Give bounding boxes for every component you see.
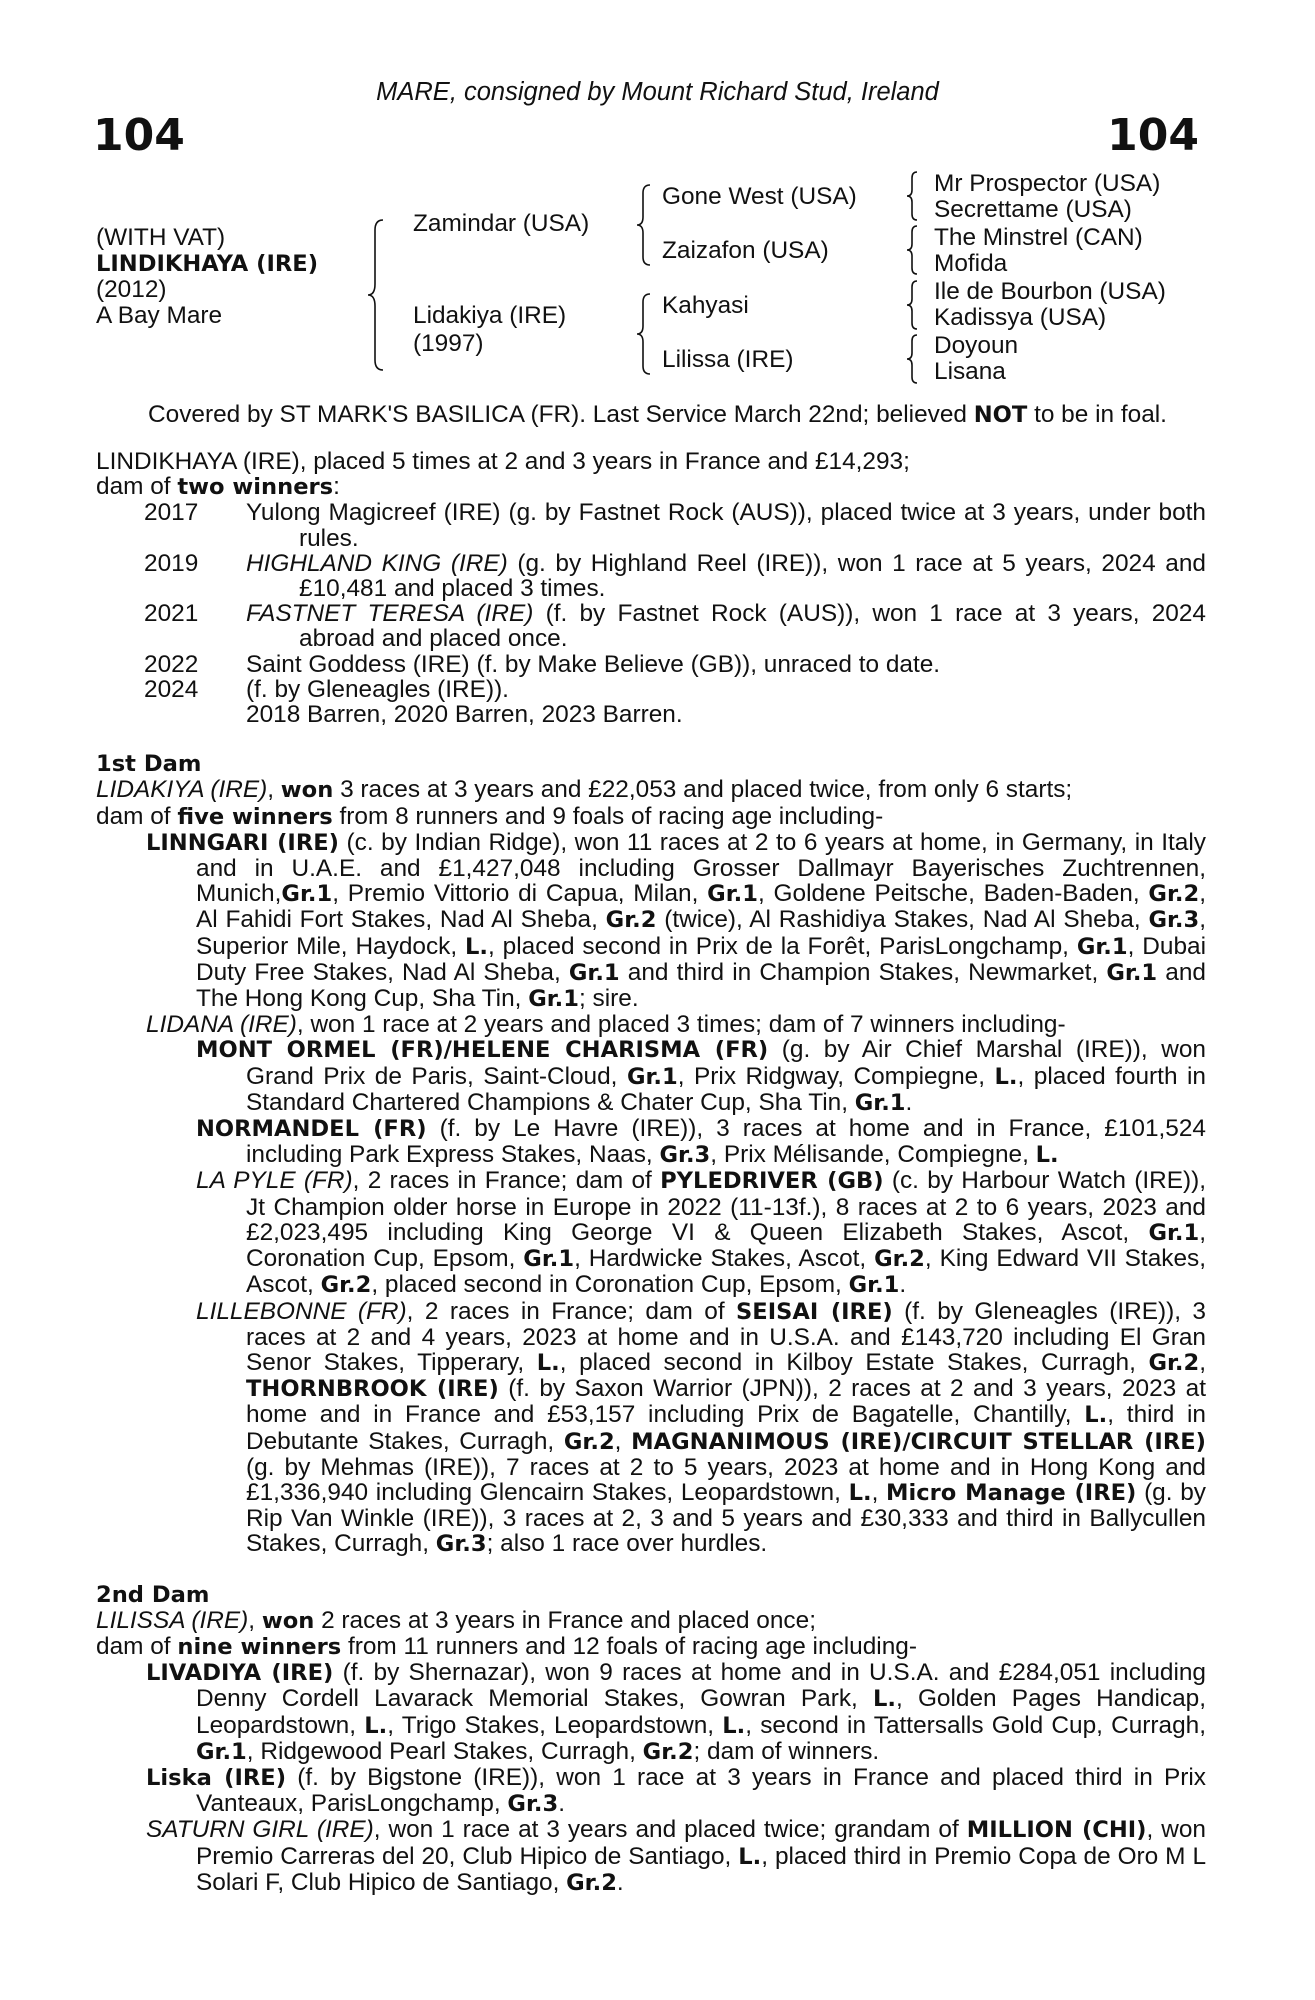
first-dam-winners: five winners [177,803,333,830]
entry-text: , Prix Ridgway, Compiegne, [677,1062,986,1090]
grade-badge: Gr.1 [1148,1219,1200,1246]
entry-text: , won 1 race at 2 years and placed 3 times; dam of 7 winners including- [296,1011,1066,1039]
record-winners: two winners [177,474,334,501]
entry-text: , [871,1478,879,1506]
lot-number-left: 104 [93,110,185,161]
entry-normandel [96,1116,1206,1168]
horse-lidana: LIDANA (IRE) [146,1011,297,1039]
horse-pyledriver: PYLEDRIVER (GB) [660,1168,884,1195]
first-dam-runners: from 8 runners and 9 foals of racing age including- [339,802,884,830]
entry-text: , Golden Pages Handicap, Leopardstown, [196,1685,1206,1739]
horse-description: A Bay Mare [96,302,223,329]
horse-name: LINDIKHAYA (IRE) [96,251,319,277]
grade-badge: Gr.1 [626,1063,678,1090]
covered-line [0,402,1315,428]
consignor-line: MARE, consigned by Mount Richard Stud, Ireland [376,78,939,106]
grade-badge: Gr.1 [568,959,620,986]
produce-text [244,601,1206,651]
dam-sire-dam: Kadissya (USA) [934,304,1107,331]
sire-sire-dam: Secrettame (USA) [934,196,1132,223]
entry-text: and third in Champion Stakes, Newmarket, [627,958,1099,986]
dam-dam-sire: Doyoun [934,332,1019,359]
grade-badge: Gr.2 [1148,881,1200,908]
entry-text: , Al Fahidi Fort Stakes, Nad Al Sheba, [196,880,1206,934]
grade-badge: L. [738,1843,762,1870]
produce-text [244,551,1206,601]
dam-sire: Kahyasi [662,292,749,319]
entry-text: , [614,1427,622,1455]
catalogue-body [96,449,1206,1896]
entry-text: . [558,1790,565,1818]
grade-badge: L. [364,1712,388,1739]
pedigree-brace-sire [635,183,655,268]
grade-badge: Gr.2 [566,1869,617,1896]
horse-thornbrook: THORNBROOK (IRE) [246,1376,499,1403]
racing-record [96,449,1206,500]
horse-normandel: NORMANDEL (FR) [196,1116,427,1143]
entry-text: , Superior Mile, Haydock, [196,906,1206,960]
entry-text: . [905,1088,913,1116]
pedigree-brace-ss [905,170,921,222]
entry-la-pyle [96,1168,1206,1298]
horse-lillebonne: LILLEBONNE (FR) [196,1297,407,1325]
first-dam-dam-of: dam of [96,802,171,830]
sire-dam: Zaizafon (USA) [662,237,829,264]
entry-lillebonne [96,1299,1206,1558]
first-dam-line: 3 races at 3 years and £22,053 and placed twice, from only 6 starts; [340,776,1073,804]
covered-not: NOT [973,402,1028,428]
grade-badge: Gr.1 [1076,933,1128,960]
grade-badge: Gr.1 [707,881,758,908]
grade-badge: Gr.1 [196,1738,247,1765]
grade-badge: Gr.1 [281,881,333,908]
produce-detail: (g. by Highland Reel (IRE)), won 1 race at 5 years, 2024 and £10,481 and placed 3 times. [299,549,1206,603]
second-dam-heading: 2nd Dam [96,1581,210,1608]
entry-text: , Ridgewood Pearl Stakes, Curragh, [246,1737,636,1765]
produce-year: 2022 [144,650,199,678]
grade-badge: L. [1035,1142,1059,1169]
produce-year: 2024 [144,675,199,703]
entry-livadiya [96,1660,1206,1765]
entry-text: . [899,1271,907,1299]
entry-text: (g. by Rip Van Winkle (IRE)), 3 races at 2, 3 and 5 years and £30,333 and third in Ballycullen Stakes, Curragh, [246,1478,1206,1558]
grade-badge: Gr.1 [528,986,579,1013]
grade-badge: Gr.2 [1148,1349,1200,1376]
entry-liska [96,1765,1206,1817]
produce-name: HIGHLAND KING (IRE) [246,549,508,577]
horse-year: (2012) [96,276,167,303]
dam-sire-sire: Ile de Bourbon (USA) [934,278,1166,305]
entry-text: , won 1 race at 3 years and placed twice; grandam of [373,1816,959,1844]
horse-saturn-girl: SATURN GIRL (IRE) [146,1816,374,1844]
entry-text: and The Hong Kong Cup, Sha Tin, [196,958,1206,1013]
produce-year: 2021 [144,600,199,628]
produce-detail: (f. by Fastnet Rock (AUS)), won 1 race at 3 years, 2024 abroad and placed once. [299,600,1207,653]
entry-text: , Premio Vittorio di Capua, Milan, [332,880,699,908]
produce-row [96,702,1206,727]
record-line: LINDIKHAYA (IRE), placed 5 times at 2 and 3 years in France and £14,293; [96,448,910,475]
entry-text: , placed third in Premio Copa de Oro M L Solari F, Club Hipico de Santiago, [196,1842,1207,1896]
horse-micro-manage: Micro Manage (IRE) [886,1479,1137,1506]
entry-mont-ormel [96,1037,1206,1116]
horse-la-pyle: LA PYLE (FR) [196,1167,353,1195]
horse-magnanimous: MAGNANIMOUS (IRE)/CIRCUIT STELLAR (IRE) [631,1428,1206,1455]
horse-livadiya: LIVADIYA (IRE) [146,1660,334,1687]
grade-badge: L. [722,1712,746,1739]
grade-badge: Gr.2 [874,1246,925,1273]
grade-badge: Gr.3 [507,1791,559,1818]
entry-text: , Prix Mélisande, Compiegne, [710,1141,1029,1169]
entry-text: , placed second in Prix de la Forêt, ParisLongchamp, [488,932,1069,960]
entry-text: (f. by Le Havre (IRE)), 3 races at home and in France, £101,524 including Park Express Stakes, Naas, [246,1115,1207,1169]
produce-list [96,500,1206,727]
lot-number-right: 104 [1107,110,1199,161]
entry-text: ; sire. [578,985,639,1013]
second-dam-line: 2 races at 3 years in France and placed once; [321,1606,816,1634]
grade-badge: L. [994,1063,1018,1090]
grade-badge: Gr.3 [435,1531,487,1558]
sire-dam-dam: Mofida [934,250,1008,277]
produce-year [96,702,244,727]
entry-text: (g. by Air Chief Marshal (IRE)), won Grand Prix de Paris, Saint-Cloud, [246,1036,1206,1090]
grade-badge: L. [465,933,488,960]
entry-text: (twice), Al Rashidiya Stakes, Nad Al Sheba, [664,906,1141,934]
pedigree-brace-ds [905,279,921,331]
sire-sire-sire: Mr Prospector (USA) [934,170,1161,197]
pedigree-brace-dd [905,333,921,385]
vat-note: (WITH VAT) [96,224,226,251]
entry-text: , placed second in Coronation Cup, Epsom, [371,1271,842,1299]
grade-badge: L. [1084,1402,1108,1429]
pedigree-brace-sd [905,224,921,276]
entry-text: (f. by Shernazar), won 9 races at home and in U.S.A. and £284,051 including Denny Cordell Lavarack Memorial Stakes, Gowran Park, [196,1659,1206,1713]
entry-text: , King Edward VII Stakes, Ascot, [246,1245,1207,1299]
entry-text: , third in Debutante Stakes, Curragh, [246,1401,1207,1455]
produce-row [96,551,1206,601]
record-dam-of [96,474,1206,500]
pedigree-brace-dam [635,292,655,377]
entry-text: (g. by Mehmas (IRE)), 7 races at 2 to 5 years, 2023 at home and in Hong Kong and £1,336,940 including Glencairn Stakes, Leopardstown, [246,1453,1206,1506]
grade-badge: Gr.2 [642,1738,694,1765]
grade-badge: Gr.2 [605,907,657,934]
grade-badge: Gr.1 [523,1246,575,1273]
grade-badge: Gr.1 [854,1089,906,1116]
sire: Zamindar (USA) [413,210,590,237]
grade-badge: Gr.1 [1106,959,1158,986]
horse-mont-ormel: MONT ORMEL (FR)/HELENE CHARISMA (FR) [196,1037,769,1064]
grade-badge: Gr.2 [563,1428,615,1455]
first-dam-won: won [280,777,334,804]
first-dam-produce-summary [96,804,1206,830]
grade-badge: Gr.1 [848,1272,900,1299]
produce-row [96,677,1206,702]
produce-row [96,500,1206,550]
covered-text: Covered by ST MARK'S BASILICA (FR). Last Service March 22nd; believed [148,401,967,428]
grade-badge: Gr.3 [659,1142,711,1169]
entry-text: , second in Tattersalls Gold Cup, Curragh, [745,1711,1207,1739]
entry-text: , Hardwicke Stakes, Ascot, [574,1245,867,1273]
entry-text: (c. by Harbour Watch (IRE)), Jt Champion older horse in Europe in 2022 (11-13f.), 8 races at 2 to 6 years, 2023 and £2,023,495 including King George VI & Queen Elizabeth Stakes, Ascot, [246,1167,1207,1246]
second-dam-won: won [261,1607,315,1634]
entry-text: ; dam of winners. [693,1737,880,1765]
entry-text: ; also 1 race over hurdles. [486,1530,768,1558]
horse-liska: Liska (IRE) [146,1764,287,1791]
entry-text: , placed second in Kilboy Estate Stakes, Curragh, [559,1348,1136,1376]
grade-badge: L. [873,1686,896,1713]
entry-text: , [1199,1348,1206,1376]
record-dam-of-text: dam of [96,473,171,501]
sire-dam-sire: The Minstrel (CAN) [934,224,1143,251]
entry-text: (f. by Saxon Warrior (JPN)), 2 races at 2 and 3 years, 2023 at home and in France and £53,157 including Prix de Bagatelle, Chantilly, [246,1375,1206,1429]
produce-row [96,601,1206,651]
grade-badge: L. [536,1349,560,1376]
produce-year: 2019 [144,549,199,577]
second-dam-winners: nine winners [177,1633,342,1660]
entry-text: , placed fourth in Standard Chartered Champions & Chater Cup, Sha Tin, [246,1062,1206,1116]
second-dam-name: LILISSA (IRE) [96,1606,249,1634]
horse-linngari: LINNGARI (IRE) [146,829,339,856]
entry-text: , won Premio Carreras del 20, Club Hipico de Santiago, [196,1816,1206,1870]
produce-text: Yulong Magicreef (IRE) (g. by Fastnet Rock (AUS)), placed twice at 3 years, under both rules. [246,499,1206,552]
second-dam-dam-of: dam of [96,1632,171,1660]
dam-dam: Lilissa (IRE) [662,346,794,373]
entry-text: (c. by Indian Ridge), won 11 races at 2 to 6 years at home, in Germany, in Italy and in U.A.E. and £1,427,048 including Grosser Dallmayr Bayerisches Zuchtrennen, Munich, [196,828,1206,908]
entry-text: , 2 races in France; dam of [406,1297,725,1325]
dam-dam-dam: Lisana [934,358,1006,385]
produce-year: 2017 [144,499,199,527]
entry-text: . [616,1868,624,1896]
second-dam-record: LILISSA (IRE), won 2 races at 3 years in France and placed once; [96,1606,816,1634]
entry-lidana [96,1012,1206,1037]
sire-sire: Gone West (USA) [662,183,857,210]
record-colon: : [333,473,340,501]
first-dam-name: LIDAKIYA (IRE) [96,776,268,804]
entry-text: , Coronation Cup, Epsom, [246,1218,1206,1273]
entry-text: , 2 races in France; dam of [352,1167,652,1195]
second-dam-runners: from 11 runners and 12 foals of racing age including- [347,1632,917,1660]
entry-linngari [96,830,1206,1012]
entry-saturn-girl [96,1817,1206,1896]
first-dam-heading: 1st Dam [96,751,202,778]
second-dam-produce-summary [96,1634,1206,1660]
produce-row [96,652,1206,677]
produce-barren-note: 2018 Barren, 2020 Barren, 2023 Barren. [246,701,683,729]
grade-badge: Gr.3 [1148,907,1200,934]
grade-badge: Gr.2 [320,1272,372,1299]
covered-text-end: to be in foal. [1034,401,1167,428]
entry-text: , Goldene Peitsche, Baden-Baden, [757,880,1140,908]
pedigree-brace-main [365,218,389,372]
horse-million: MILLION (CHI) [966,1817,1147,1844]
horse-seisai: SEISAI (IRE) [736,1298,893,1325]
entry-text: (f. by Bigstone (IRE)), won 1 race at 3 years in France and placed third in Prix Vanteaux, ParisLongchamp, [196,1763,1206,1818]
entry-text: (f. by Gleneagles (IRE)), 3 races at 2 and 4 years, 2023 at home and in U.S.A. and £143,720 including El Gran Senor Stakes, Tipperary, [246,1297,1207,1376]
grade-badge: L. [848,1479,872,1506]
dam-year: (1997) [413,330,484,357]
produce-name: FASTNET TERESA (IRE) [246,600,534,628]
first-dam-record: LIDAKIYA (IRE), won 3 races at 3 years and £22,053 and placed twice, from only 6 starts; [96,776,1073,804]
dam: Lidakiya (IRE) [413,302,567,329]
produce-text: (f. by Gleneagles (IRE)). [246,675,509,703]
entry-text: , Trigo Stakes, Leopardstown, [387,1711,715,1739]
produce-text: Saint Goddess (IRE) (f. by Make Believe (GB)), unraced to date. [246,650,941,678]
entry-text: , Dubai Duty Free Stakes, Nad Al Sheba, [196,932,1207,986]
